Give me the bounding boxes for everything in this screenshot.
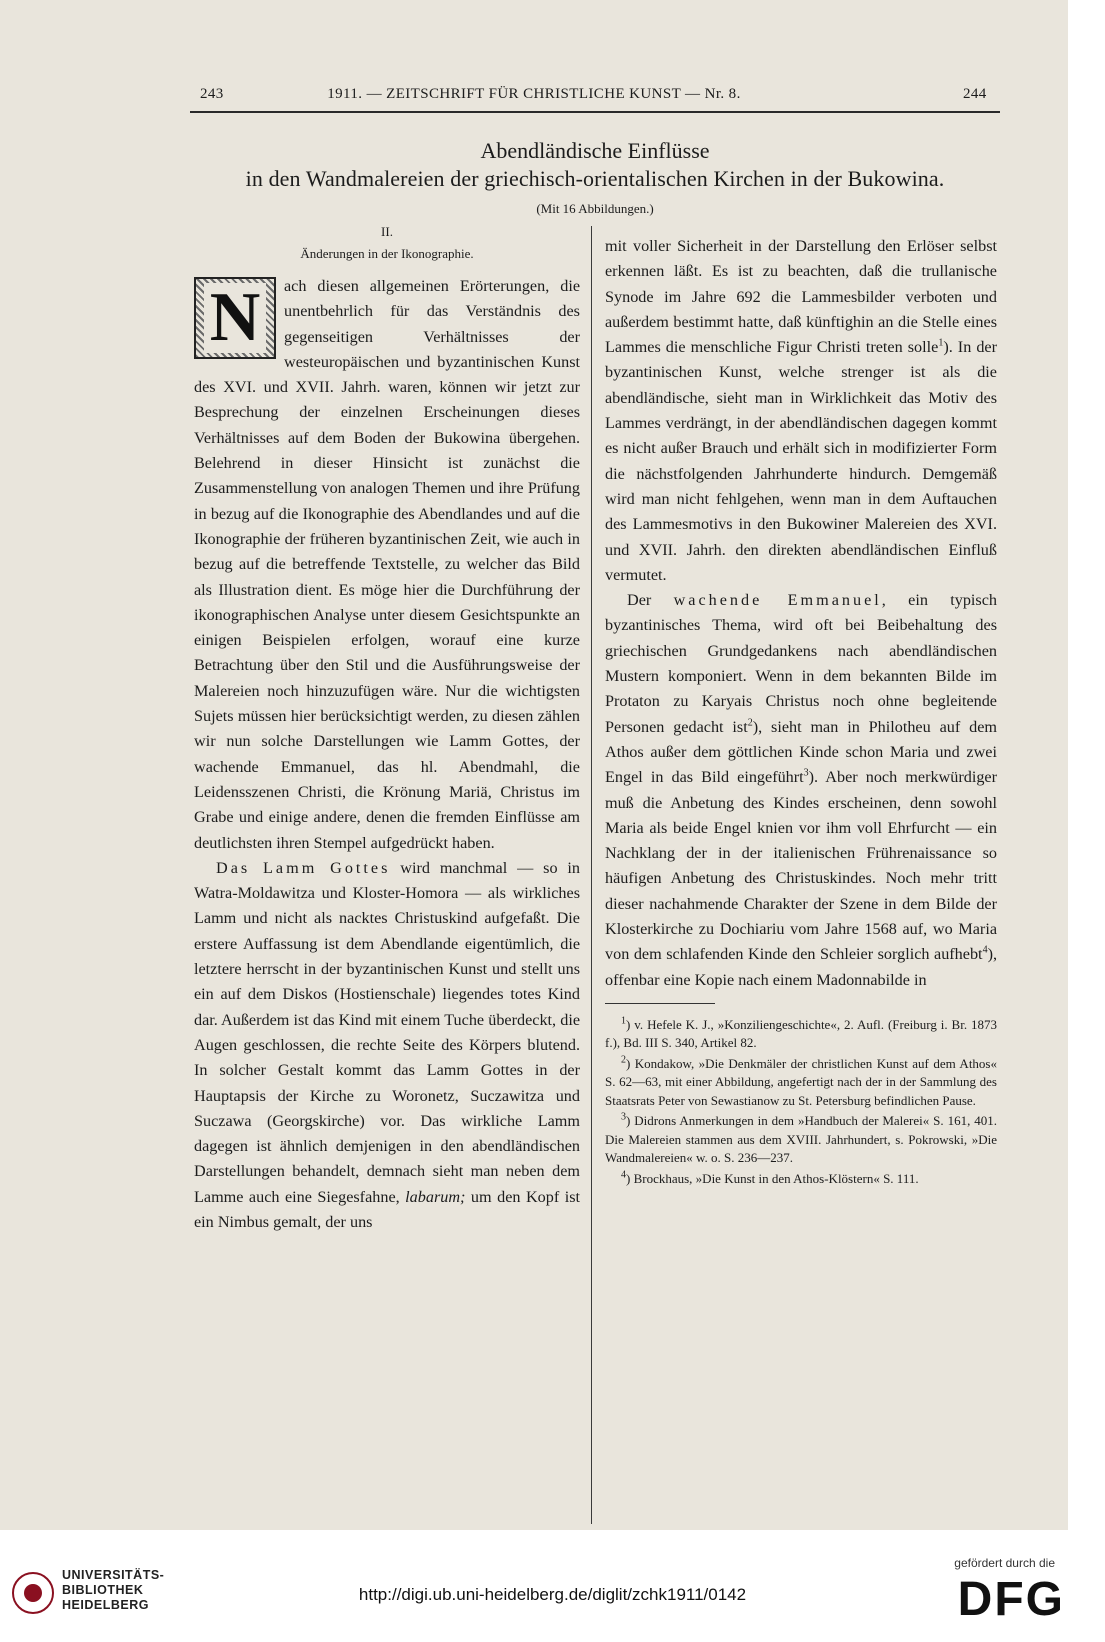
page-number-left: 243	[200, 86, 224, 102]
page-number-right: 244	[963, 86, 987, 102]
header-rule	[190, 111, 1000, 113]
dfg-logo: DFG	[957, 1573, 1065, 1626]
permalink-url[interactable]: http://digi.ub.uni-heidelberg.de/diglit/zchk1911/0142	[358, 1585, 747, 1604]
paragraph-lamm-gottes: Das Lamm Gottes wird manchmal — so in Watra-Moldawitza und Kloster-Homora — als wirkliches Lamm und nicht als nacktes Christuskind aufgefaßt. Die erstere Auffassung ist dem Abendlande eigentümlich, die letztere herrscht in der byzantinischen Kunst und stellt uns ein auf dem Diskos (Hostienschale) liegendes totes Kind dar. Außerdem ist das Kind mit einem Tuche überdeckt, die Augen geschlossen, die rechte Seite des Körpers blutend. In solcher Gestalt kommt das Lamm Gottes in der Hauptapsis der Kirche zu Woronetz, Suczawitza und Suczawa (Georgskirche) vor. Das wirkliche Lamm dagegen ist ähnlich demjenigen in den abendländischen Darstellungen behandelt, demnach sieht man neben dem Lamme auch eine Siegesfahne, labarum; um den Kopf ist ein Nimbus gemalt, der uns	[194, 858, 581, 1231]
paragraph-continuation: mit voller Sicherheit in der Darstellung den Erlöser selbst erkennen läßt. Es ist zu beachten, daß die trullanische Synode im Jahre 692 die Lammesbilder verboten und außerdem bestimmt hatte, daß künftighin an die Stelle eines Lammes die menschliche Figur Christi treten solle$^1$). In der byzantinischen Kunst, welche strenger ist als die abendländische, sieht man in Wirklichkeit das Motiv des Lammes verdrängt, in der abendländischen dagegen kommt es nicht außer Brauch und erhält sich in modifizierter Form die nächstfolgenden Jahrhunderte hindurch. Demgemäß wird man nicht fehlgehen, wenn man in dem Auftauchen des Lammesmotivs in den Bukowiner Malereien des XVI. und XVII. Jahrh. den direkten abendländischen Einfluß vermutet.	[605, 237, 998, 584]
footnote-ref: 3	[803, 767, 809, 779]
section-title: Änderungen in der Ikonographie.	[300, 246, 474, 261]
paragraph-emmanuel: Der wachende Emmanuel, ein typisch byzantinisches Thema, wird oft bei Beibehaltung des griechischen Grundgedankens nach abendländischen Mustern komponiert. Wenn in dem bekannten Bilde im Protaton zu Karyais Christus noch ohne begleitende Personen gedacht ist$^2$), sieht man in Philotheu auf dem Athos außer dem göttlichen Kinde schon Maria und zwei Engel in das Bild eingeführt$^3$). Aber noch merkwürdiger muß die Anbetung des Kindes erscheinen, denn sowohl Maria als beide Engel knien vor ihm voll Ehrfurcht — ein Nachklang der in der italienischen Frührenaissance so häufigen Anbetung des Christuskindes. Noch mehr tritt dieser nachahmende Charakter der Szene in dem Bilde der Klosterkirche zu Dochiariu vom Jahre 1568 auf, wo Maria von dem schlafenden Kinde den Schleier sorglich aufhebt$^4$), offenbar eine Kopie nach einem Madonnabilde in	[605, 591, 997, 989]
section-number: II.	[381, 224, 393, 239]
article-subtitle: in den Wandmalereien der griechisch-orientalischen Kirchen in der Bukowina.	[245, 166, 945, 191]
footnote: $^3$) Didrons Anmerkungen in dem »Handbuch der Malerei« S. 161, 401. Die Malereien stammen aus dem XVIII. Jahrhundert, s. Pokrowski, »Die Wandmalereien« w. o. S. 236—237.	[605, 1112, 997, 1166]
dropcap-initial: N	[194, 277, 276, 359]
footnote: $^4$) Brockhaus, »Die Kunst in den Athos-Klöstern« S. 111.	[621, 1169, 919, 1186]
institution-name: UNIVERSITÄTS- BIBLIOTHEK HEIDELBERG	[62, 1568, 165, 1612]
funding-label: gefördert durch die	[954, 1556, 1055, 1570]
left-column	[194, 224, 580, 1235]
footnote-ref: 4	[982, 944, 988, 956]
running-header: 1911. — ZEITSCHRIFT FÜR CHRISTLICHE KUNST — Nr. 8.	[327, 86, 741, 102]
footnote: $^1$) v. Hefele K. J., »Konziliengeschichte«, 2. Aufl. (Freiburg i. Br. 1873 f.), Bd. III S. 340, Artikel 82.	[605, 1015, 997, 1051]
footnote-ref: 1	[938, 337, 944, 349]
column-divider	[591, 226, 592, 1524]
footnote-rule	[605, 1003, 715, 1004]
right-column	[605, 234, 997, 1190]
illustrations-note: (Mit 16 Abbildungen.)	[536, 201, 654, 216]
footnote: $^2$) Kondakow, »Die Denkmäler der christlichen Kunst auf dem Athos« S. 62—63, mit einer Abbildung, angefertigt nach der in der Sammlung des Staatsrats Peter von Sewastianow zu St. Petersburg befindlichen Pause.	[605, 1054, 997, 1108]
footnotes	[605, 1016, 997, 1189]
paragraph-intro: N ach diesen allgemeinen Erörterungen, die unentbehrlich für das Verständnis des gegenseitigen Verhältnisses der westeuropäischen und byzantinischen Kunst des XVI. und XVII. Jahrh. waren, können wir jetzt zur Besprechung der einzelnen Erscheinungen dieses Verhältnisses auf dem Boden der Bukowina übergehen. Belehrend in dieser Hinsicht ist zunächst die Zusammenstellung von analogen Themen und ihre Prüfung in bezug auf die Ikonographie des Abendlandes und auf die Ikonographie der früheren byzantinischen Zeit, wie auch in bezug auf die betreffende Textstelle, zu welcher das Bild als Illustration dient. Es möge hier die Durchführung der ikonographischen Analyse unter diesem Gesichtspunkte an einigen Beispielen erfolgen, worauf eine kurze Betrachtung über den Stil und die Ausführungsweise der Malereien noch hinzuzufügen wäre. Nur die wichtigsten Sujets müssen hier berücksichtigt werden, zu diesen zählen wir nun solche Darstellungen wie Lamm Gottes, der wachende Emmanuel, das hl. Abendmahl, die Leidensszenen Christi, die Krönung Mariä, Christus im Grabe und einige andere, denen die fremden Einflüsse am deutlichsten ihren Stempel aufgedrückt haben.	[194, 277, 580, 852]
footnote-ref: 2	[747, 717, 753, 729]
article-title: Abendländische Einflüsse	[480, 138, 710, 163]
